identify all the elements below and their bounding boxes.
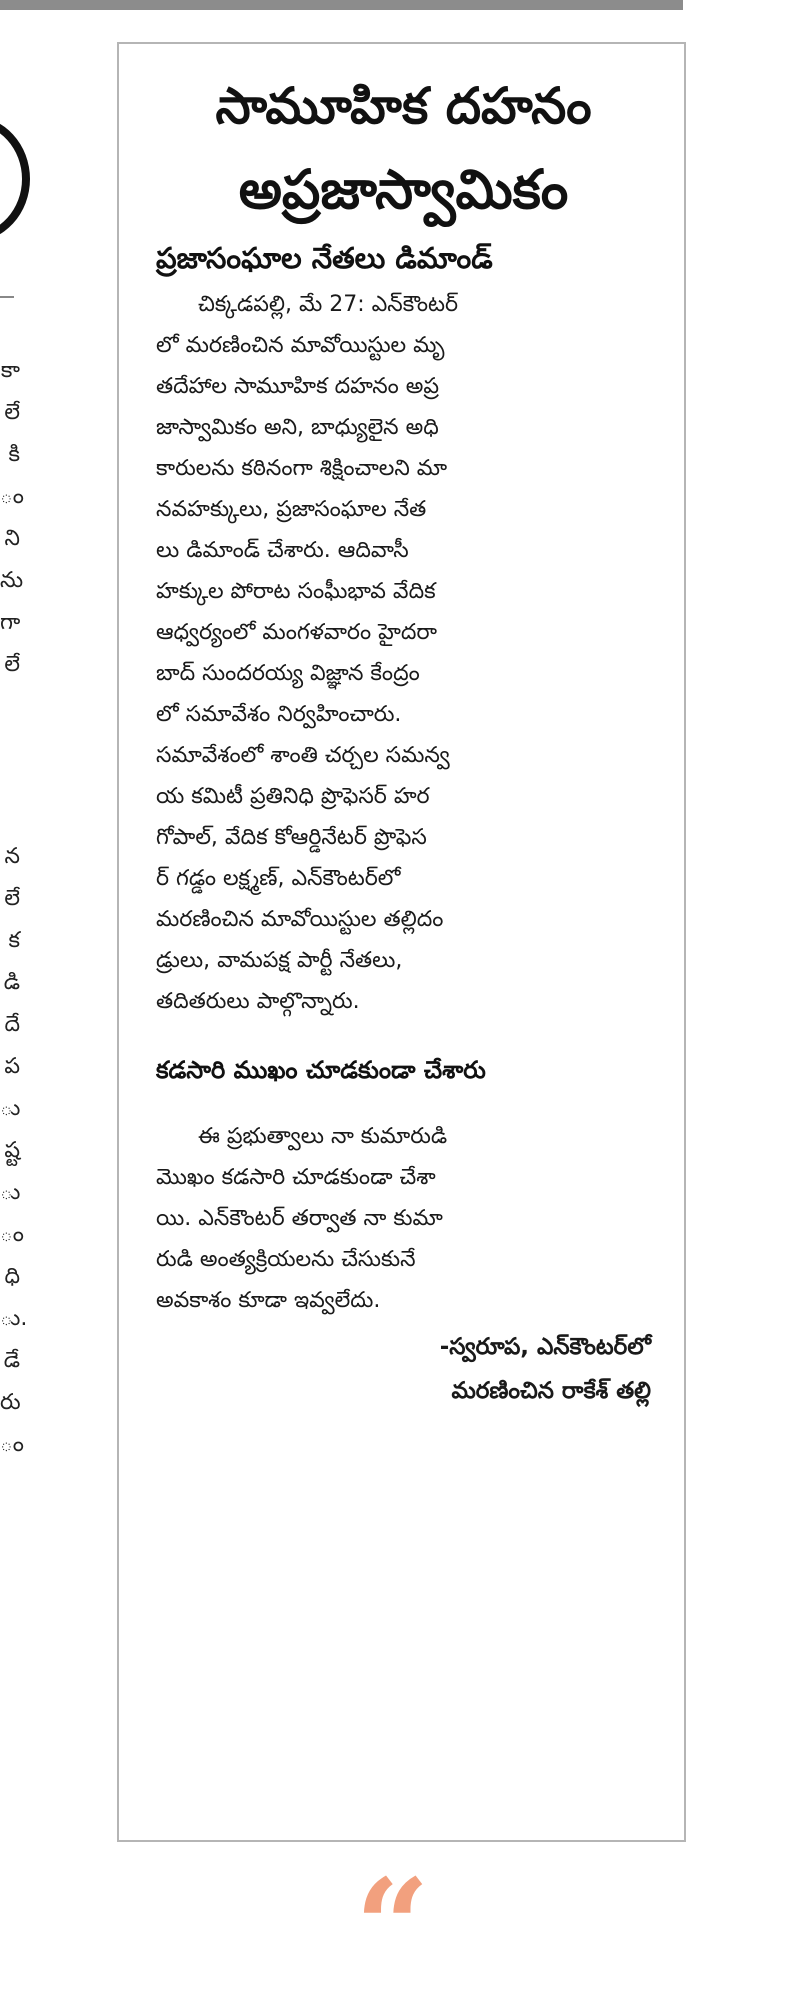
adjacent-fragment: ని xyxy=(4,526,20,551)
adjacent-fragment: ం xyxy=(0,484,24,509)
adjacent-fragment: కి xyxy=(8,442,20,467)
adjacent-column-rule xyxy=(0,296,14,298)
adjacent-fragment: ధి xyxy=(4,1264,20,1289)
cropped-graphic xyxy=(0,116,30,242)
quote-line: ఈ ప్రభుత్వాలు నా కుమారుడి xyxy=(198,1124,448,1149)
adjacent-column xyxy=(0,350,28,1466)
adjacent-fragment: డే xyxy=(3,1348,20,1373)
headline-line-2: అప్రజాస్వామికం xyxy=(238,158,569,221)
quote-line: యి. ఎన్‌కౌంటర్ తర్వాత నా కుమా xyxy=(156,1206,443,1231)
subheadline: ప్రజాసంఘాల నేతలు డిమాండ్ xyxy=(156,241,493,275)
body-line: బాద్ సుందరయ్య విజ్ఞాన కేంద్రం xyxy=(156,661,420,686)
adjacent-fragment: గా xyxy=(0,610,21,635)
body-line: డ్రులు, వామపక్ష పార్టీ నేతలు, xyxy=(156,948,403,973)
adjacent-fragment: లే xyxy=(4,886,20,911)
adjacent-fragment: ప xyxy=(4,1054,20,1079)
body-line: ర్ గడ్డం లక్ష్మణ్, ఎన్‌కౌంటర్‌లో xyxy=(156,866,401,891)
body-line: చిక్కడపల్లి, మే 27: ఎన్‌కౌంటర్ xyxy=(198,292,459,317)
headline: సామూహిక దహనం xyxy=(215,77,592,135)
body-line: లో సమావేశం నిర్వహించారు. xyxy=(156,702,402,727)
body-line: లు డిమాండ్ చేశారు. ఆదివాసీ xyxy=(156,538,409,563)
body-line: తదితరులు పాల్గొన్నారు. xyxy=(156,989,360,1014)
adjacent-fragment: ు xyxy=(0,1180,21,1205)
body-line: హక్కుల పోరాట సంఘీభావ వేదిక xyxy=(156,579,436,604)
adjacent-fragment: ు xyxy=(0,1096,21,1121)
body-line: య కమిటీ ప్రతినిధి ప్రొఫెసర్ హర xyxy=(156,784,430,809)
adjacent-fragment: ష్ట xyxy=(4,1138,20,1163)
adjacent-fragment: లే xyxy=(4,652,20,677)
body-line: సమావేశంలో శాంతి చర్చల సమన్వ xyxy=(156,743,450,768)
adjacent-fragment: క xyxy=(8,928,20,953)
byline-description: మరణించిన రాకేశ్ తల్లి xyxy=(451,1378,651,1404)
quote-line: రుడి అంత్యక్రియలను చేసుకునే xyxy=(156,1247,416,1272)
article-body xyxy=(156,284,651,1022)
body-line: గోపాల్, వేదిక కోఆర్డినేటర్ ప్రొఫెస xyxy=(156,825,427,850)
quote-body xyxy=(156,1116,651,1321)
body-line: జాస్వామికం అని, బాధ్యులైన అధి xyxy=(156,415,439,440)
quote-line: మొఖం కడసారి చూడకుండా చేశా xyxy=(156,1165,436,1190)
adjacent-fragment: లే xyxy=(4,400,20,425)
adjacent-fragment: న xyxy=(4,844,20,869)
article-content xyxy=(156,64,651,1413)
quote-mark-icon xyxy=(355,1850,475,2003)
body-line: నవహక్కులు, ప్రజాసంఘాల నేత xyxy=(156,497,427,522)
adjacent-fragment: రు xyxy=(0,1390,21,1415)
body-line: మరణించిన మావోయిస్టుల తల్లిదం xyxy=(156,907,444,932)
body-line: కారులను కఠినంగా శిక్షించాలని మా xyxy=(156,456,448,481)
adjacent-fragment: ం xyxy=(0,1222,24,1247)
crosshead: కడసారి ముఖం చూడకుండా చేశారు xyxy=(156,1056,486,1084)
adjacent-fragment: ం xyxy=(0,1432,24,1457)
byline-name: -స్వరూప, ఎన్‌కౌంటర్‌లో xyxy=(439,1334,651,1360)
adjacent-fragment: కా xyxy=(0,358,20,383)
adjacent-fragment: ను xyxy=(0,568,24,593)
adjacent-fragment: డి xyxy=(3,970,20,995)
adjacent-fragment: దే xyxy=(4,1012,20,1037)
article-box xyxy=(117,42,686,1842)
quote-line: అవకాశం కూడా ఇవ్వలేదు. xyxy=(156,1288,381,1313)
body-line: తదేహాల సామూహిక దహనం అప్ర xyxy=(156,374,440,399)
body-line: ఆధ్వర్యంలో మంగళవారం హైదరా xyxy=(156,620,438,645)
adjacent-fragment: ు. xyxy=(0,1306,28,1331)
quote-glyph: “ xyxy=(355,1850,430,2003)
byline xyxy=(156,1325,651,1413)
body-line: లో మరణించిన మావోయిస్టుల మృ xyxy=(156,333,445,358)
top-rule xyxy=(0,0,683,10)
